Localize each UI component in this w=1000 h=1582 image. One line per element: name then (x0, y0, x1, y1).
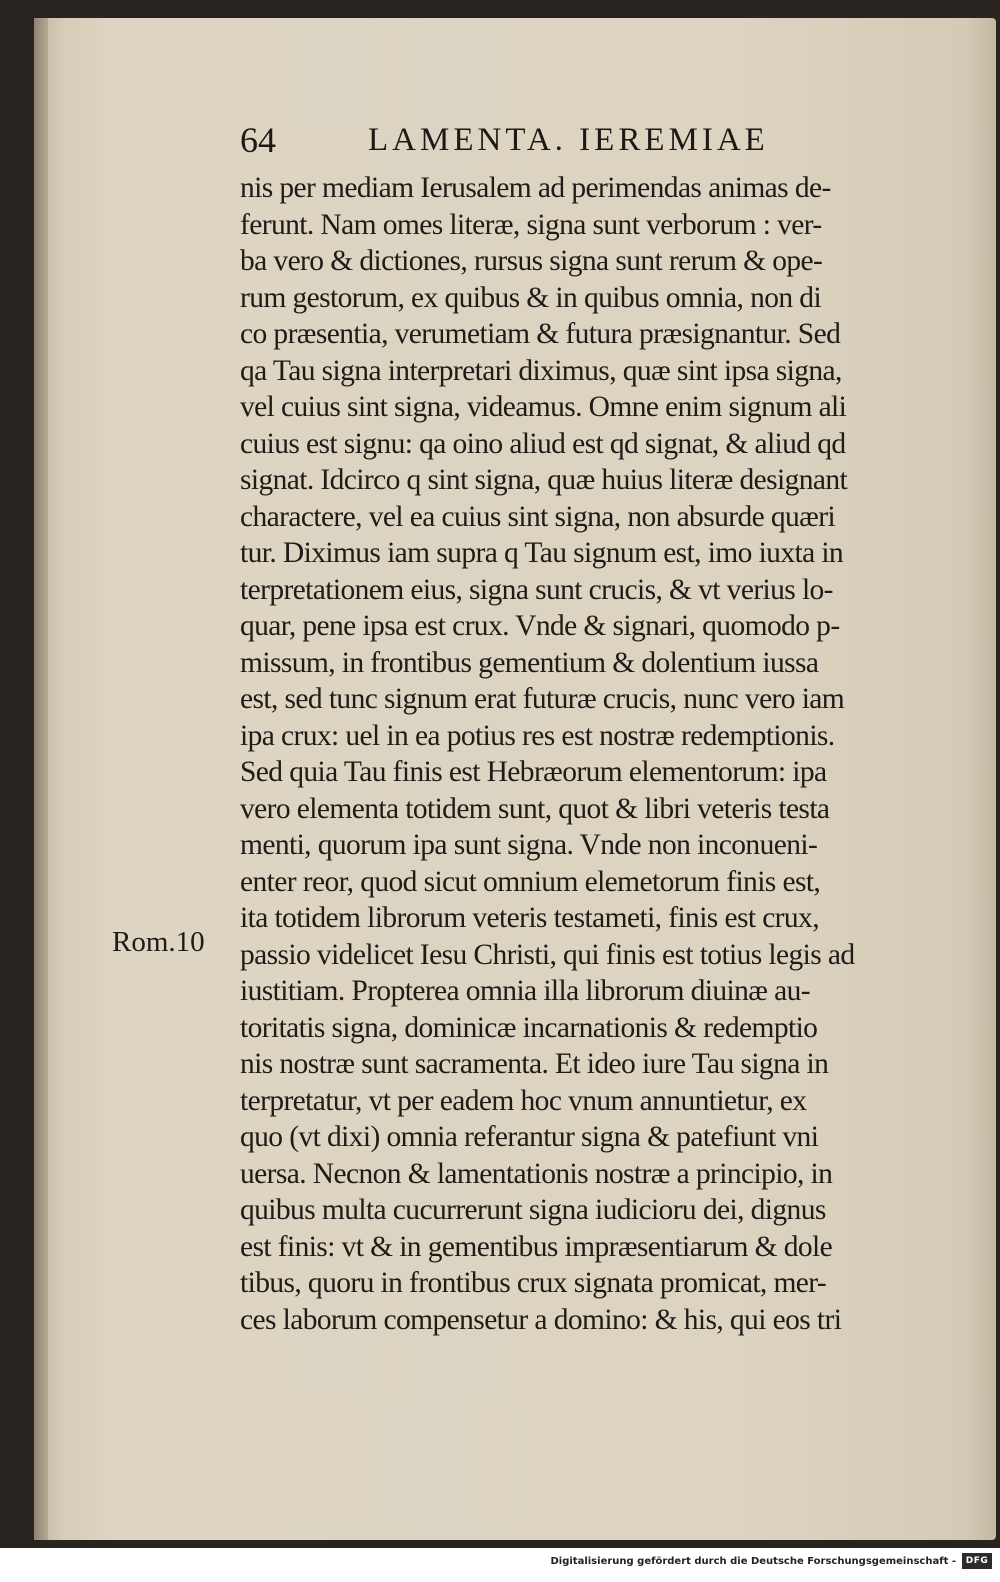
page-gutter (34, 18, 48, 1540)
text-line: quar, pene ipsa est crux. Vnde & signari, quomodo p- (240, 610, 840, 642)
text-line: ipa crux: uel in ea potius res est nostræ redemptionis. (240, 719, 835, 752)
text-line: vel cuius sint signa, videamus. Omne enim signum ali (240, 391, 847, 423)
text-line: quibus multa cucurrerunt signa iudicioru dei, dignus (240, 1194, 826, 1226)
margin-note: Rom.10 (112, 926, 205, 958)
text-line: tibus, quoru in frontibus crux signata promicat, mer- (240, 1267, 827, 1299)
text-line: est finis: vt & in gementibus impræsentiarum & dole (240, 1230, 833, 1263)
text-line: uersa. Necnon & lamentationis nostræ a principio, in (240, 1157, 833, 1190)
digitization-credit: Digitalisierung gefördert durch die Deutsche Forschungsgemeinschaft - (550, 1556, 956, 1567)
text-line: ba vero & dictiones, rursus signa sunt rerum & ope- (240, 245, 823, 277)
page-number: 64 (240, 120, 276, 160)
text-line: nis nostræ sunt sacramenta. Et ideo iure Tau signa in (240, 1048, 829, 1080)
text-line: qa Tau signa interpretari diximus, quæ sint ipsa signa, (240, 354, 842, 387)
text-line: rum gestorum, ex quibus & in quibus omnia, non di (240, 281, 822, 314)
text-line: terpretatur, vt per eadem hoc vnum annuntietur, ex (240, 1084, 807, 1117)
page-header (240, 118, 960, 162)
text-line: Sed quia Tau finis est Hebræorum elementorum: ipa (240, 756, 827, 788)
text-line: est, sed tunc signum erat futuræ crucis, nunc vero iam (240, 683, 845, 715)
running-title: LAMENTA. IEREMIAE (368, 122, 769, 158)
text-line: ces laborum compensetur a domino: & his, qui eos tri (240, 1303, 842, 1336)
text-line: missum, in frontibus gementium & dolentium iussa (240, 646, 819, 679)
text-line: signat. Idcirco q sint signa, quæ huius literæ designant (240, 464, 848, 496)
text-line: charactere, vel ea cuius sint signa, non absurde quæri (240, 500, 836, 533)
text-line: cuius est signu: qa oino aliud est qd signat, & aliud qd (240, 427, 846, 460)
text-line: nis per mediam Ierusalem ad perimendas animas de- (240, 172, 831, 204)
text-line: ita totidem librorum veteris testameti, finis est crux, (240, 902, 819, 934)
text-line: vero elementa totidem sunt, quot & libri veteris testa (240, 792, 830, 825)
text-line: ferunt. Nam omes literæ, signa sunt verborum : ver- (240, 208, 822, 241)
text-line: tur. Diximus iam supra q Tau signum est, imo iuxta in (240, 537, 844, 569)
text-line: passio videlicet Iesu Christi, qui finis est totius legis ad (240, 938, 855, 971)
body-text (240, 170, 960, 1338)
text-line: toritatis signa, dominicæ incarnationis & redemptio (240, 1011, 818, 1044)
text-line: co præsentia, verumetiam & futura præsignantur. Sed (240, 318, 841, 350)
text-line: iustitiam. Propterea omnia illa librorum diuinæ au- (240, 975, 810, 1007)
text-line: quo (vt dixi) omnia referantur signa & patefiunt vni (240, 1121, 819, 1153)
dfg-logo: DFG (962, 1553, 992, 1569)
text-line: enter reor, quod sicut omnium elemetorum finis est, (240, 865, 821, 898)
text-line: menti, quorum ipa sunt signa. Vnde non inconueni- (240, 829, 818, 861)
text-line: terpretationem eius, signa sunt crucis, & vt verius lo- (240, 573, 833, 606)
